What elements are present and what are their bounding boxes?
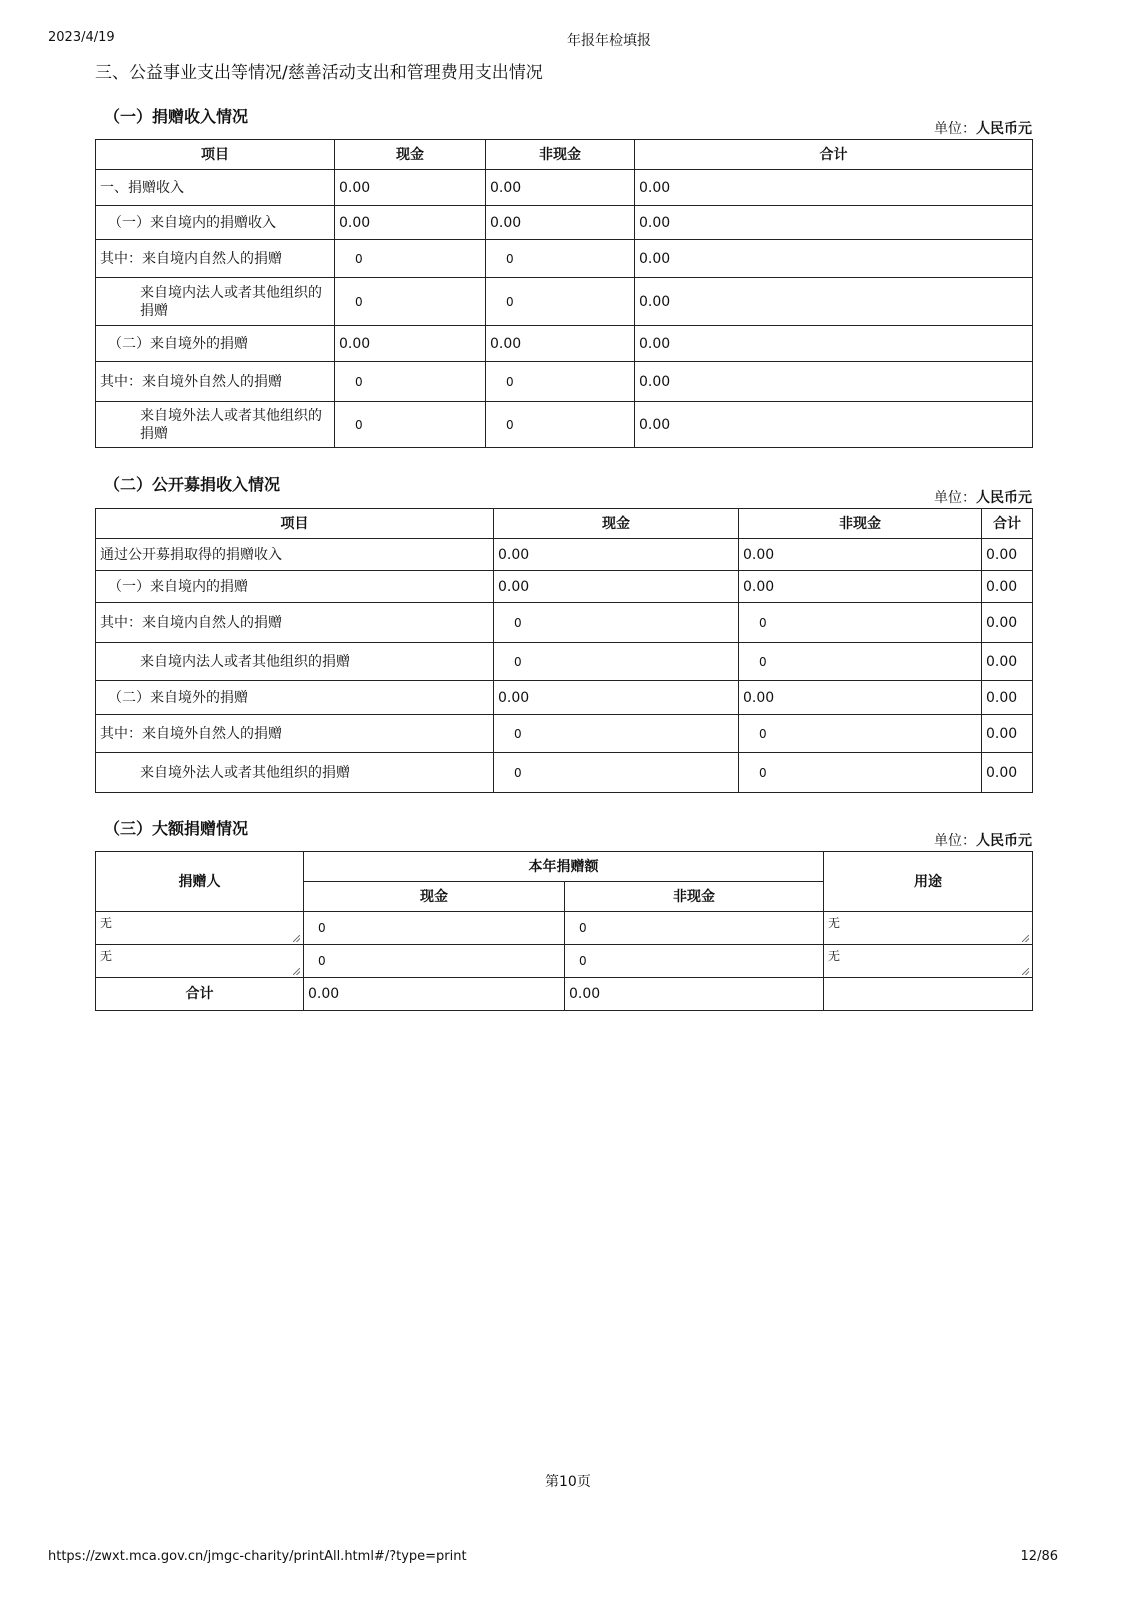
table-row (96, 603, 1033, 643)
total-cell: 0.00 (982, 571, 1033, 603)
purpose-field[interactable] (824, 945, 1033, 978)
table-row (96, 715, 1033, 753)
table-row (96, 206, 1033, 240)
donor-field[interactable] (96, 945, 304, 978)
row-label: （一）来自境内的捐赠 (96, 571, 494, 603)
noncash-cell: 0.00 (486, 206, 635, 240)
noncash-cell: 0.00 (739, 681, 982, 715)
purpose-value: 无 (828, 949, 841, 963)
cash-field[interactable]: 0 (304, 912, 565, 945)
cash-cell: 0 (335, 240, 486, 278)
table-row (96, 326, 1033, 362)
col-noncash: 非现金 (565, 882, 824, 912)
print-url: https://zwxt.mca.gov.cn/jmgc-charity/printAll.html#/?type=print (48, 1549, 467, 1564)
page-number: 第10页 (545, 1474, 591, 1490)
cash-cell: 0 (335, 362, 486, 402)
table-row (96, 945, 1033, 978)
total-cell: 0.00 (635, 278, 1033, 326)
large-donation-title: （三）大额捐赠情况 (104, 819, 249, 838)
total-cell: 0.00 (635, 402, 1033, 448)
col-cash: 现金 (335, 140, 486, 170)
row-label: 其中：来自境内自然人的捐赠 (96, 240, 335, 278)
page-counter: 12/86 (1020, 1549, 1058, 1564)
cash-field[interactable]: 0 (304, 945, 565, 978)
resize-grip-icon[interactable] (293, 935, 300, 942)
table-row (96, 539, 1033, 571)
total-cell: 0.00 (635, 206, 1033, 240)
total-cash: 0.00 (304, 978, 565, 1011)
table-header-row (96, 509, 1033, 539)
unit-label-2 (934, 487, 1032, 507)
noncash-cell: 0 (739, 753, 982, 793)
total-cell: 0.00 (982, 681, 1033, 715)
unit-label-1 (934, 118, 1032, 138)
cash-cell: 0.00 (494, 539, 739, 571)
cash-cell: 0.00 (335, 170, 486, 206)
table-row (96, 571, 1033, 603)
row-label: （二）来自境外的捐赠 (96, 326, 335, 362)
unit-prefix: 单位： (934, 121, 976, 137)
row-label: 其中：来自境外自然人的捐赠 (96, 715, 494, 753)
unit-currency: 人民币元 (976, 490, 1032, 506)
public-fundraising-title: （二）公开募捐收入情况 (104, 475, 281, 494)
table-header-row (96, 852, 1033, 882)
table-row (96, 170, 1033, 206)
col-cash: 现金 (304, 882, 565, 912)
col-total: 合计 (982, 509, 1033, 539)
cash-cell: 0 (494, 603, 739, 643)
col-cash: 现金 (494, 509, 739, 539)
row-label: （二）来自境外的捐赠 (96, 681, 494, 715)
row-label: 来自境外法人或者其他组织的捐赠 (96, 402, 335, 448)
print-title: 年报年检填报 (567, 33, 651, 49)
noncash-cell: 0 (739, 603, 982, 643)
noncash-field[interactable]: 0 (565, 945, 824, 978)
col-item: 项目 (96, 509, 494, 539)
noncash-cell: 0 (486, 402, 635, 448)
noncash-cell: 0.00 (486, 170, 635, 206)
table-row (96, 643, 1033, 681)
unit-currency: 人民币元 (976, 121, 1032, 137)
cash-cell: 0.00 (335, 206, 486, 240)
cash-cell: 0 (335, 278, 486, 326)
total-cell: 0.00 (982, 603, 1033, 643)
purpose-field[interactable] (824, 912, 1033, 945)
cash-cell: 0.00 (335, 326, 486, 362)
table-total-row (96, 978, 1033, 1011)
table-row (96, 362, 1033, 402)
cash-cell: 0 (494, 643, 739, 681)
donor-value: 无 (100, 916, 113, 930)
col-item: 项目 (96, 140, 335, 170)
resize-grip-icon[interactable] (1022, 935, 1029, 942)
col-total: 合计 (635, 140, 1033, 170)
col-noncash: 非现金 (486, 140, 635, 170)
noncash-cell: 0.00 (739, 571, 982, 603)
col-donor: 捐赠人 (96, 852, 304, 912)
cash-cell: 0 (335, 402, 486, 448)
row-label: 通过公开募捐取得的捐赠收入 (96, 539, 494, 571)
unit-currency: 人民币元 (976, 833, 1032, 849)
cash-cell: 0 (494, 753, 739, 793)
table-row (96, 240, 1033, 278)
table-row (96, 402, 1033, 448)
total-noncash: 0.00 (565, 978, 824, 1011)
section-heading: 三、公益事业支出等情况/慈善活动支出和管理费用支出情况 (95, 63, 543, 83)
total-cell: 0.00 (982, 753, 1033, 793)
total-purpose (824, 978, 1033, 1011)
table-row (96, 753, 1033, 793)
noncash-cell: 0 (739, 643, 982, 681)
row-label: 来自境外法人或者其他组织的捐赠 (96, 753, 494, 793)
total-cell: 0.00 (982, 539, 1033, 571)
noncash-cell: 0 (486, 362, 635, 402)
resize-grip-icon[interactable] (293, 968, 300, 975)
cash-cell: 0 (494, 715, 739, 753)
row-label: 其中：来自境内自然人的捐赠 (96, 603, 494, 643)
row-label: 其中：来自境外自然人的捐赠 (96, 362, 335, 402)
col-purpose: 用途 (824, 852, 1033, 912)
purpose-value: 无 (828, 916, 841, 930)
row-label: 来自境内法人或者其他组织的捐赠 (96, 278, 335, 326)
donor-field[interactable] (96, 912, 304, 945)
unit-prefix: 单位： (934, 490, 976, 506)
total-label: 合计 (96, 978, 304, 1011)
row-label: 来自境内法人或者其他组织的捐赠 (96, 643, 494, 681)
table-row (96, 278, 1033, 326)
table-header-row (96, 140, 1033, 170)
table-row (96, 912, 1033, 945)
cash-cell: 0.00 (494, 681, 739, 715)
total-cell: 0.00 (982, 715, 1033, 753)
total-cell: 0.00 (635, 240, 1033, 278)
noncash-cell: 0 (486, 240, 635, 278)
noncash-cell: 0 (739, 715, 982, 753)
donation-income-table (95, 139, 1033, 448)
large-donation-table (95, 851, 1033, 1011)
unit-label-3 (934, 830, 1032, 850)
total-cell: 0.00 (982, 643, 1033, 681)
resize-grip-icon[interactable] (1022, 968, 1029, 975)
row-label: 一、捐赠收入 (96, 170, 335, 206)
print-date: 2023/4/19 (48, 30, 115, 45)
col-noncash: 非现金 (739, 509, 982, 539)
donation-income-title: （一）捐赠收入情况 (104, 107, 249, 126)
table-row (96, 681, 1033, 715)
noncash-cell: 0.00 (739, 539, 982, 571)
noncash-field[interactable]: 0 (565, 912, 824, 945)
col-annual-amount: 本年捐赠额 (304, 852, 824, 882)
unit-prefix: 单位： (934, 833, 976, 849)
public-fundraising-table (95, 508, 1033, 793)
total-cell: 0.00 (635, 170, 1033, 206)
donor-value: 无 (100, 949, 113, 963)
row-label: （一）来自境内的捐赠收入 (96, 206, 335, 240)
total-cell: 0.00 (635, 326, 1033, 362)
noncash-cell: 0.00 (486, 326, 635, 362)
total-cell: 0.00 (635, 362, 1033, 402)
cash-cell: 0.00 (494, 571, 739, 603)
noncash-cell: 0 (486, 278, 635, 326)
